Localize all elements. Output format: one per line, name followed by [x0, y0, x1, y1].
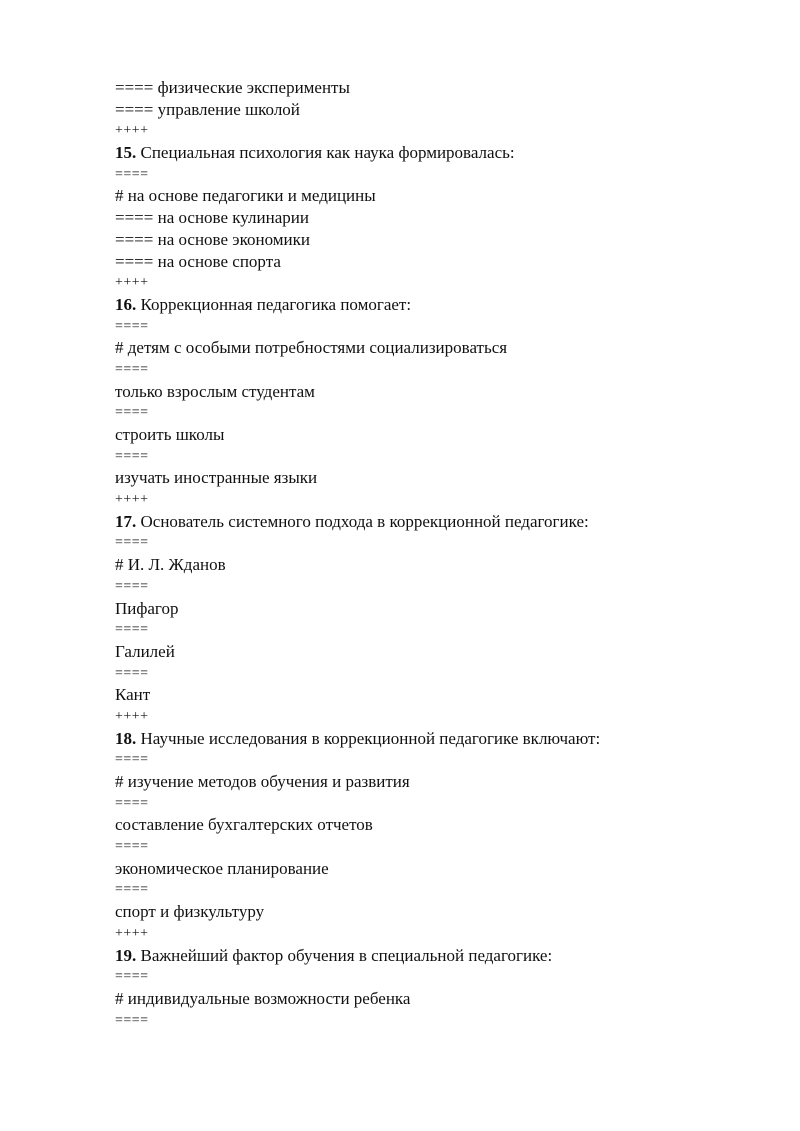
- answer-line: Пифагор: [115, 598, 179, 618]
- answer-line: изучать иностранные языки: [115, 468, 318, 488]
- question-separator: ++++: [115, 925, 149, 941]
- answer-separator: ====: [115, 361, 149, 377]
- answer-line: Галилей: [115, 641, 175, 661]
- document-body: [115, 77, 755, 1031]
- answer-separator: ====: [115, 969, 149, 985]
- answer-separator: ====: [115, 839, 149, 855]
- question-text: Основатель системного подхода в коррекционной педагогике:: [140, 511, 589, 531]
- answer-separator: ====: [115, 882, 149, 898]
- question-separator: ++++: [115, 275, 149, 291]
- answer-separator: ====: [115, 795, 149, 811]
- question-number: 15.: [115, 143, 137, 163]
- question-line: [115, 511, 755, 533]
- answer-line: ==== на основе спорта: [115, 251, 281, 271]
- answer-separator: ====: [115, 318, 149, 334]
- answer-line: ==== на основе кулинарии: [115, 208, 309, 228]
- answer-line: # на основе педагогики и медицины: [115, 186, 376, 206]
- answer-line: ==== физические эксперименты: [115, 78, 350, 97]
- question-line: [115, 142, 755, 164]
- answer-separator: ====: [115, 448, 149, 464]
- question-number: 18.: [115, 728, 137, 748]
- answer-line: только взрослым студентам: [115, 381, 315, 401]
- answer-line: экономическое планирование: [115, 858, 329, 878]
- answer-line: # И. Л. Жданов: [115, 555, 226, 575]
- answer-line: ==== на основе экономики: [115, 229, 310, 249]
- answer-separator: ====: [115, 578, 149, 594]
- answer-separator: ====: [115, 1012, 149, 1028]
- answer-separator: ====: [115, 405, 149, 421]
- question-text: Научные исследования в коррекционной педагогике включают:: [140, 728, 601, 748]
- answer-line: составление бухгалтерских отчетов: [115, 815, 373, 835]
- question-text: Специальная психология как наука формировалась:: [140, 143, 515, 163]
- answer-separator: ====: [115, 166, 149, 182]
- question-line: [115, 728, 755, 750]
- answer-separator: ====: [115, 622, 149, 638]
- answer-line: строить школы: [115, 425, 225, 444]
- answer-line: Кант: [115, 685, 151, 705]
- question-text: Коррекционная педагогика помогает:: [140, 294, 412, 314]
- answer-separator: ====: [115, 535, 149, 551]
- answer-line: # детям с особыми потребностями социализироваться: [115, 338, 508, 358]
- question-text: Важнейший фактор обучения в специальной педагогике:: [140, 945, 553, 965]
- question-separator: ++++: [115, 123, 149, 139]
- question-number: 16.: [115, 294, 137, 314]
- question-number: 19.: [115, 945, 137, 965]
- answer-line: # изучение методов обучения и развития: [115, 772, 410, 791]
- answer-separator: ====: [115, 665, 149, 681]
- question-separator: ++++: [115, 708, 149, 724]
- question-line: [115, 294, 755, 316]
- answer-line: # индивидуальные возможности ребенка: [115, 988, 411, 1008]
- question-separator: ++++: [115, 492, 149, 508]
- answer-line: спорт и физкультуру: [115, 902, 265, 922]
- answer-separator: ====: [115, 752, 149, 768]
- question-line: [115, 945, 755, 967]
- question-number: 17.: [115, 511, 137, 531]
- answer-line: ==== управление школой: [115, 99, 300, 119]
